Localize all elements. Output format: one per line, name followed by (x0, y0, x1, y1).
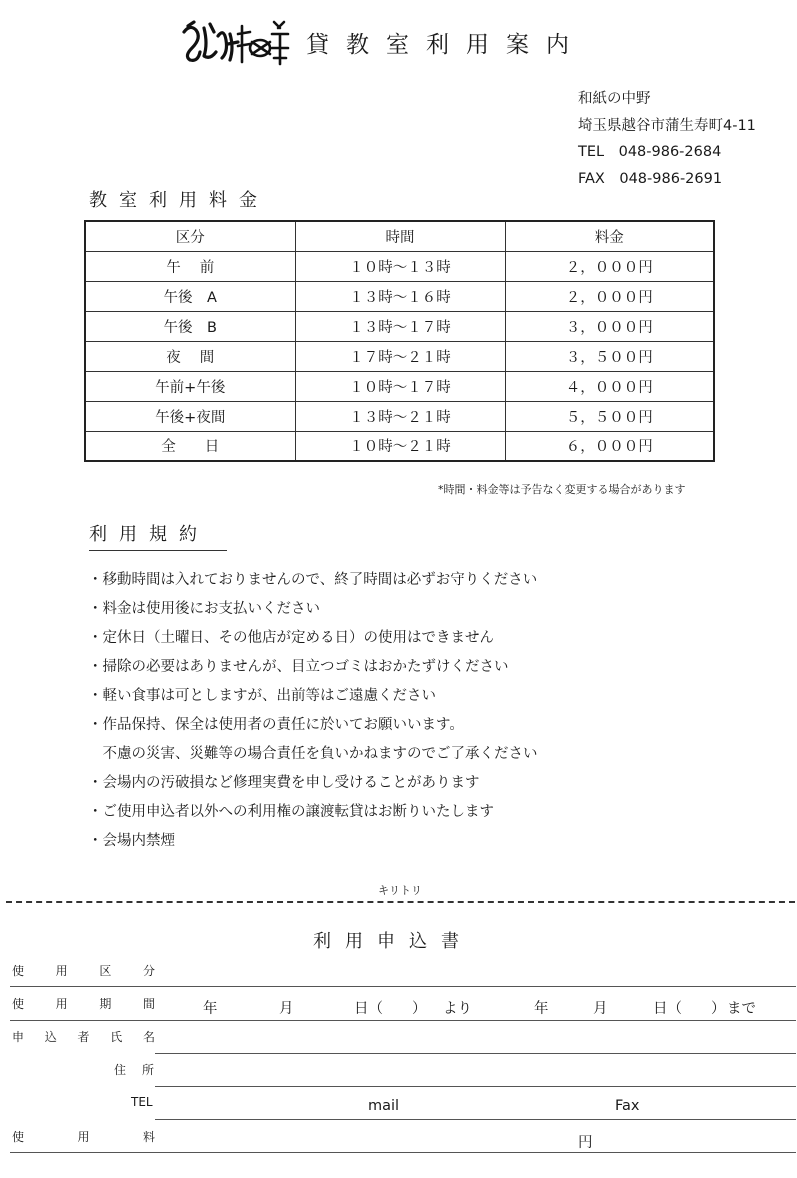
period-day-1: 日（ ） (354, 1001, 427, 1017)
label-char: 住 (114, 1063, 127, 1077)
rule-item: ・定休日（土曜日、その他店が定める日）の使用はできません (88, 630, 494, 646)
fee-time: １３時～１７時 (295, 311, 505, 341)
rule-item: ・料金は使用後にお支払いください (88, 601, 320, 617)
fee-table (84, 220, 715, 462)
fee-category: 夜 間 (85, 341, 295, 371)
fee-price: ２，０００円 (505, 251, 714, 281)
rules-list (88, 566, 538, 856)
fee-row (85, 341, 714, 371)
label-char: 使 (12, 964, 25, 978)
label-applicant-name (12, 1028, 155, 1045)
period-day-2: 日（ ） (653, 1001, 726, 1017)
applicant-name-line[interactable] (155, 1053, 796, 1054)
rule-item: 不慮の災害、災難等の場合責任を負いかねますのでご了承ください (88, 746, 538, 762)
tel-line[interactable] (155, 1119, 796, 1120)
label-usage-category (12, 962, 155, 979)
fee-category: 午前+午後 (85, 371, 295, 401)
rule-item: ・掃除の必要はありませんが、目立つゴミはおかたずけください (88, 659, 509, 675)
rule-item: ・作品保持、保全は使用者の責任に於いてお願いいます。 (88, 717, 464, 733)
period-until: まで (727, 1001, 756, 1017)
label-char: 間 (142, 997, 155, 1011)
fee-section-title: 教室利用料金 (89, 190, 269, 211)
label-char: 込 (44, 1030, 57, 1044)
fee-category: 全 日 (85, 431, 295, 461)
label-address (114, 1061, 154, 1078)
fee-category: 午後+夜間 (85, 401, 295, 431)
fee-price: ５，５００円 (505, 401, 714, 431)
label-char: 期 (99, 997, 112, 1011)
application-title: 利用申込書 (313, 931, 473, 952)
fee-row (85, 311, 714, 341)
fee-row (85, 371, 714, 401)
rule-item: ・ご使用申込者以外への利用権の譲渡転貸はお断りいたします (88, 804, 494, 820)
label-fee (12, 1128, 155, 1145)
label-char: 区 (99, 964, 112, 978)
shop-fax: FAX 048-986-2691 (578, 170, 723, 187)
label-char: 名 (142, 1030, 155, 1044)
fee-time: １０時～１７時 (295, 371, 505, 401)
label-char: 氏 (110, 1030, 123, 1044)
fee-header-price: 料金 (505, 221, 714, 251)
period-year-2: 年 (534, 1001, 549, 1017)
label-char: 用 (55, 964, 68, 978)
address-line[interactable] (155, 1086, 796, 1087)
rule-item: ・軽い食事は可としますが、出前等はご遠慮ください (88, 688, 436, 704)
fee-price: ６，０００円 (505, 431, 714, 461)
fee-time: １０時～１３時 (295, 251, 505, 281)
fee-line[interactable] (10, 1152, 796, 1153)
document-title: 貸教室利用案内 (306, 32, 586, 58)
fee-category: 午 前 (85, 251, 295, 281)
fax-label: Fax (615, 1098, 640, 1114)
usage-period-line[interactable] (10, 1020, 796, 1021)
fee-yen-unit: 円 (578, 1135, 593, 1151)
calligraphy-logo-icon (180, 14, 290, 68)
fee-header-category: 区分 (85, 221, 295, 251)
shop-info (578, 86, 756, 192)
mail-label: mail (368, 1098, 400, 1114)
fee-row (85, 401, 714, 431)
period-from: より (443, 1001, 472, 1017)
rule-item: ・移動時間は入れておりませんので、終了時間は必ずお守りください (88, 572, 538, 588)
fee-time: １０時～２１時 (295, 431, 505, 461)
fee-row (85, 281, 714, 311)
fee-row (85, 431, 714, 461)
label-usage-period (12, 995, 155, 1012)
period-month-2: 月 (593, 1001, 608, 1017)
usage-category-line[interactable] (10, 986, 796, 987)
period-year-1: 年 (203, 1001, 218, 1017)
rules-section-title: 利用規約 (89, 520, 227, 551)
cut-dashed-line (6, 901, 795, 903)
period-month-1: 月 (279, 1001, 294, 1017)
label-tel: TEL (131, 1095, 153, 1109)
fee-time: １３時～１６時 (295, 281, 505, 311)
shop-address: 埼玉県越谷市蒲生寿町4-11 (578, 117, 756, 134)
label-char: 申 (12, 1030, 25, 1044)
label-char: 者 (77, 1030, 90, 1044)
fee-category: 午後 B (85, 311, 295, 341)
fee-table-header-row (85, 221, 714, 251)
rule-item: ・会場内の汚破損など修理実費を申し受けることがあります (88, 775, 480, 791)
label-char: 分 (142, 964, 155, 978)
shop-name: 和紙の中野 (578, 91, 651, 107)
fee-category: 午後 A (85, 281, 295, 311)
label-char: 用 (77, 1130, 90, 1144)
fee-row (85, 251, 714, 281)
fee-time: １７時～２１時 (295, 341, 505, 371)
fee-price: ３，５００円 (505, 341, 714, 371)
label-char: 所 (141, 1063, 154, 1077)
fee-price: ２，０００円 (505, 281, 714, 311)
fee-price: ３，０００円 (505, 311, 714, 341)
label-char: 使 (12, 997, 25, 1011)
fee-time: １３時～２１時 (295, 401, 505, 431)
shop-tel: TEL 048-986-2684 (578, 144, 722, 160)
fee-header-time: 時間 (295, 221, 505, 251)
fee-price: ４，０００円 (505, 371, 714, 401)
label-char: 用 (55, 997, 68, 1011)
label-char: 料 (142, 1130, 155, 1144)
fee-note: *時間・料金等は予告なく変更する場合があります (438, 483, 686, 496)
label-char: 使 (12, 1130, 25, 1144)
rule-item: ・会場内禁煙 (88, 833, 175, 849)
cut-label: キリトリ (378, 884, 422, 897)
